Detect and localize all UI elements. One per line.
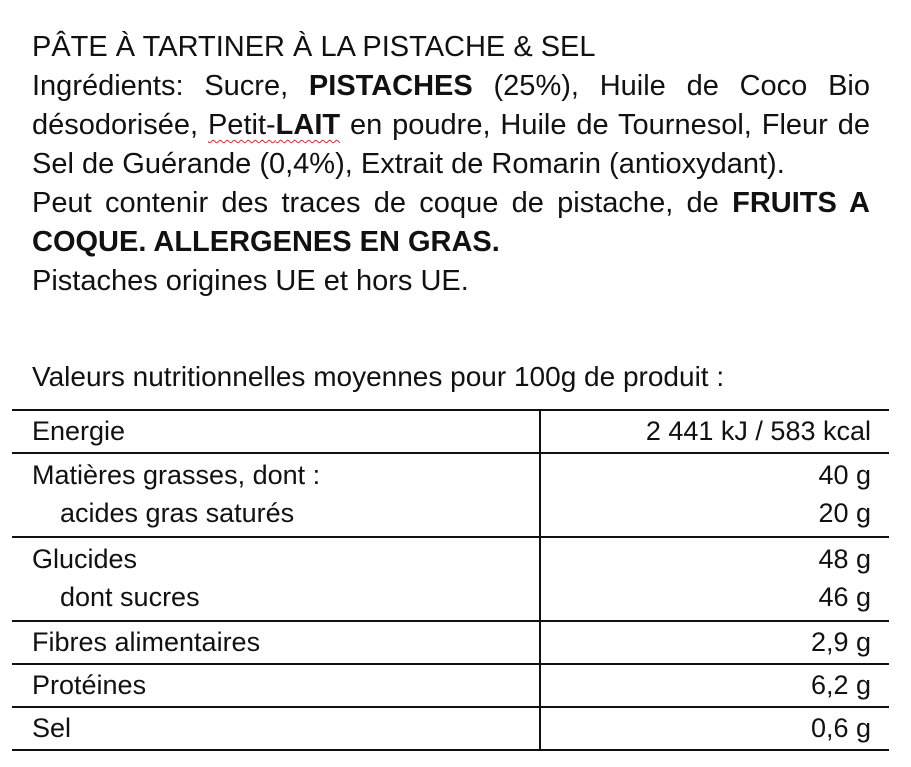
- allergen-pistaches: PISTACHES: [308, 70, 473, 102]
- table-row-energie: [12, 410, 889, 453]
- nutrition-table: [12, 409, 889, 751]
- ingredients-rest: en poudre, Huile de Tournesol, Fleur de Sel de Guérande (0,4%), Extrait de Romarin (antioxydant).: [32, 109, 870, 180]
- nutrient-sublabel: dont sucres: [60, 582, 200, 612]
- nutrient-sublabel: acides gras saturés: [60, 498, 295, 528]
- nutrient-value: 40 g: [818, 460, 871, 490]
- origin-line: Pistaches origines UE et hors UE.: [32, 265, 469, 297]
- ingredient-petit: Petit-: [207, 109, 276, 141]
- nutrient-label: Sel: [12, 707, 540, 750]
- spellcheck-word-petit-lait[interactable]: [208, 109, 340, 141]
- nutrient-value: 48 g: [818, 544, 871, 574]
- nutrition-intro: Valeurs nutritionnelles moyennes pour 100g de produit :: [32, 361, 725, 392]
- table-row-sel: [12, 707, 889, 750]
- product-title: PÂTE À TARTINER À LA PISTACHE & SEL: [32, 31, 596, 63]
- nutrient-label: Matières grasses, dont :: [32, 460, 321, 490]
- nutrient-value: 2 441 kJ / 583 kcal: [540, 410, 889, 453]
- nutrient-subvalue: 46 g: [818, 582, 871, 612]
- nutrient-label-cell: [12, 453, 540, 537]
- nutrient-value: 6,2 g: [540, 664, 889, 707]
- nutrient-label-cell: [12, 537, 540, 621]
- allergen-lait: LAIT: [275, 109, 341, 141]
- traces-lead: Peut contenir des traces de coque de pistache, de: [32, 187, 733, 219]
- nutrient-value: 2,9 g: [540, 621, 889, 664]
- nutrient-label: Fibres alimentaires: [12, 621, 540, 664]
- nutrient-label: Protéines: [12, 664, 540, 707]
- nutrient-value-cell: [540, 453, 889, 537]
- traces-paragraph: [32, 184, 870, 262]
- nutrient-value-cell: [540, 537, 889, 621]
- ingredients-paragraph: [32, 67, 870, 184]
- nutrient-subvalue: 20 g: [818, 498, 871, 528]
- allergen-warning: FRUITS A COQUE. ALLERGENES EN GRAS.: [32, 187, 870, 258]
- ingredients-middle: (25%), Huile de Coco Bio désodorisée,: [32, 70, 870, 141]
- table-row-matieres-grasses: [12, 453, 889, 537]
- ingredients-lead: Ingrédients: Sucre,: [32, 70, 309, 102]
- nutrient-value: 0,6 g: [540, 707, 889, 750]
- table-row-fibres: [12, 621, 889, 664]
- nutrient-label: Energie: [12, 410, 540, 453]
- table-row-glucides: [12, 537, 889, 621]
- nutrient-label: Glucides: [32, 544, 138, 574]
- product-label: [32, 28, 870, 301]
- table-row-proteines: [12, 664, 889, 707]
